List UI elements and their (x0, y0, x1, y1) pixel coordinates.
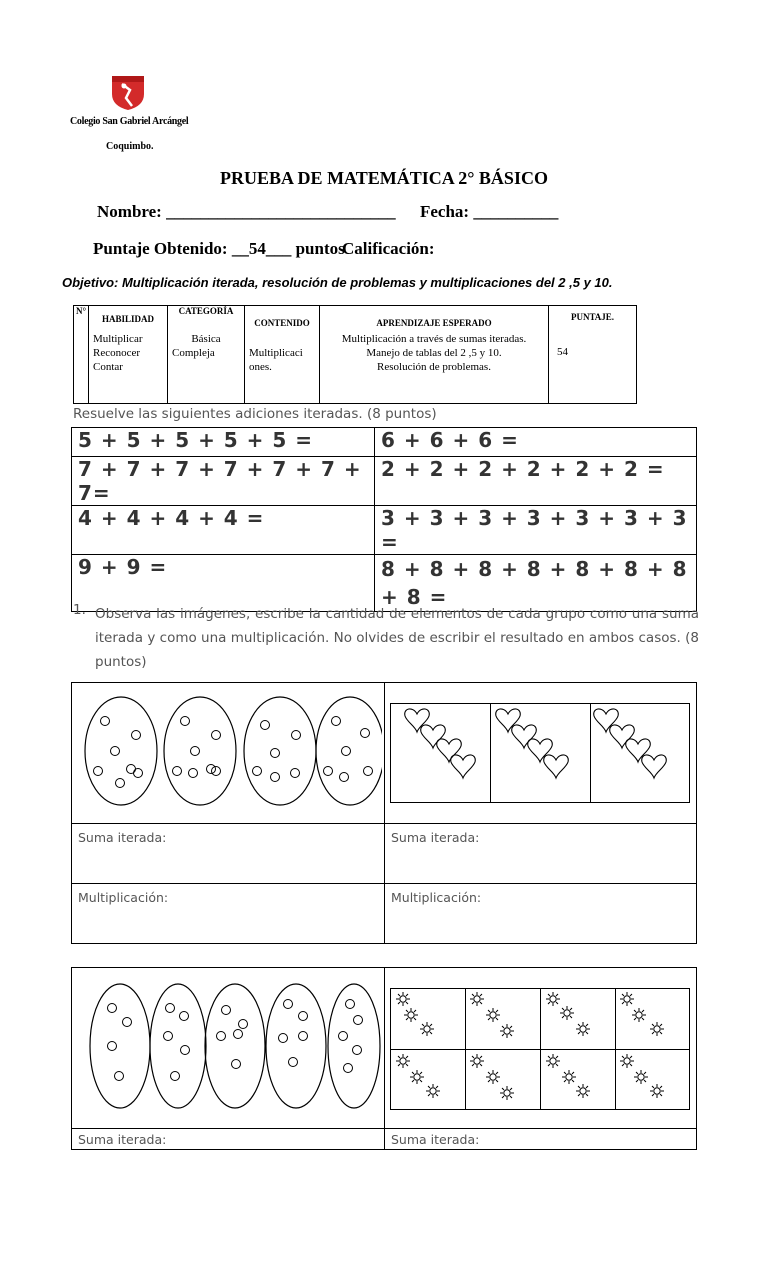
sun-icon (391, 989, 689, 1109)
score-field[interactable]: Puntaje Obtenido: __54___ puntos (93, 239, 345, 258)
header-content: CONTENIDO (254, 318, 310, 328)
learning-item: Multiplicación a través de sumas iteradas. (341, 332, 527, 345)
addition-problem[interactable]: 3 + 3 + 3 + 3 + 3 + 3 + 3 = (381, 506, 688, 554)
objective: Objetivo: Multiplicación iterada, resolución de problemas y multiplicaciones del 2 ,5 y 10. (62, 275, 613, 290)
addition-problem[interactable]: 4 + 4 + 4 + 4 = (78, 506, 265, 530)
additions-table (71, 427, 697, 612)
grade-field[interactable]: Calificación: (342, 239, 435, 258)
learning-item: Manejo de tablas del 2 ,5 y 10. (366, 346, 502, 359)
addition-problem[interactable]: 8 + 8 + 8 + 8 + 8 + 8 + 8 + 8 = (381, 557, 688, 609)
header-skill: HABILIDAD (101, 314, 154, 324)
addition-problem[interactable]: 2 + 2 + 2 + 2 + 2 + 2 = (381, 457, 665, 481)
mult-label: Multiplicación: (391, 890, 482, 905)
addition-problem[interactable]: 7 + 7 + 7 + 7 + 7 + 7 + 7= (78, 457, 362, 505)
divider (384, 968, 385, 1149)
sum-label: Suma iterada: (78, 1132, 167, 1147)
exercise-number: 1. (73, 602, 86, 618)
name-field[interactable]: Nombre: ___________________________ (97, 202, 396, 221)
ovals-group (78, 687, 382, 819)
header-learning: APRENDIZAJE ESPERADO (376, 318, 492, 328)
date-field[interactable]: Fecha: __________ (420, 202, 559, 221)
ovals-group (78, 972, 382, 1126)
crest-icon (108, 72, 148, 112)
addition-problem[interactable]: 5 + 5 + 5 + 5 + 5 = (78, 428, 314, 452)
exercise-block-1 (71, 682, 697, 944)
category-item: Básica (191, 332, 221, 345)
header-num: N° (76, 306, 87, 316)
learning-item: Resolución de problemas. (377, 360, 491, 373)
mult-label: Multiplicación: (78, 890, 169, 905)
content-text: Multiplicaciones. (249, 346, 303, 373)
exercise-block-2 (71, 967, 697, 1150)
exercise-instruction: Observa las imágenes, escribe la cantidad de elementos de cada grupo como una suma iterada y como una multiplicación. No olvides de escribir el resultado en ambos casos. (8 puntos) (95, 606, 699, 670)
suns-group (390, 988, 690, 1110)
hearts-group (390, 703, 690, 803)
school-name: Colegio San Gabriel Arcángel (70, 116, 189, 127)
addition-problem[interactable]: 6 + 6 + 6 = (381, 428, 519, 452)
category-item: Compleja (172, 346, 215, 359)
sum-label: Suma iterada: (391, 830, 480, 845)
score-value: 54 (557, 345, 568, 358)
sum-label: Suma iterada: (391, 1132, 480, 1147)
heart-icon (391, 704, 689, 802)
skill-item: Reconocer (93, 346, 141, 359)
additions-instruction: Resuelve las siguientes adiciones iteradas. (8 puntos) (73, 406, 437, 422)
header-score: PUNTAJE. (570, 312, 615, 322)
header-category: CATEGORÍA (178, 306, 234, 316)
page-title: PRUEBA DE MATEMÁTICA 2° BÁSICO (220, 168, 548, 188)
skill-item: Contar (93, 360, 123, 373)
school-city: Coquimbo. (106, 141, 154, 152)
skills-table (73, 305, 637, 404)
skill-item: Multiplicar (93, 332, 143, 345)
addition-problem[interactable]: 9 + 9 = (78, 555, 168, 579)
sum-label: Suma iterada: (78, 830, 167, 845)
